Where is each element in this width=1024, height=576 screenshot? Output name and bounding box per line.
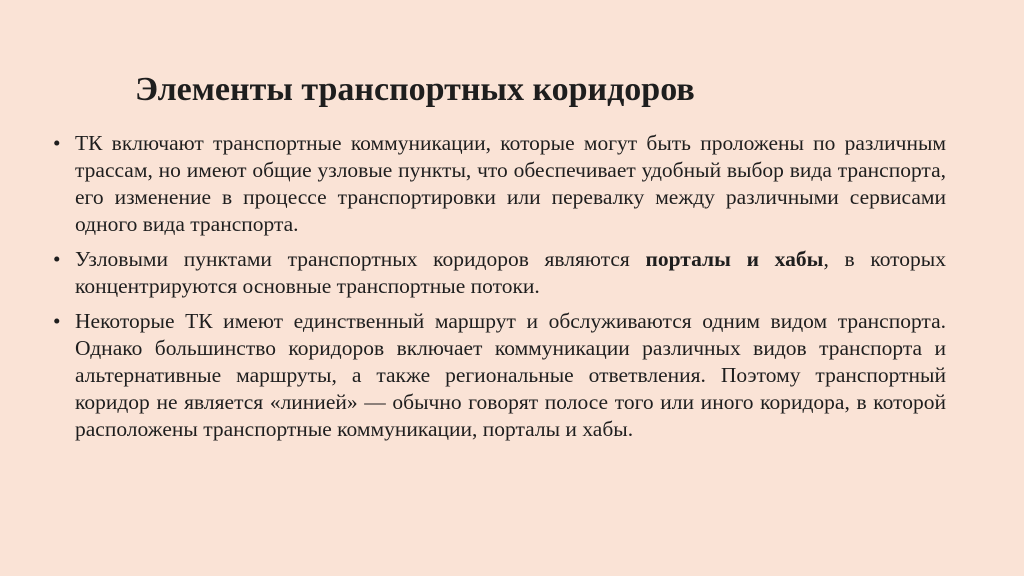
bullet-text: Узловыми пунктами транспортных коридоров являются xyxy=(75,247,646,271)
bullet-text: ТК включают транспортные коммуникации, которые могут быть проложены по различным трассам, но имеют общие узловые пункты, что обеспечивает удобный выбор вида транспорта, его изменение в процессе транспортировки или перевалку между различными сервисами одного вида транспорта. xyxy=(75,131,946,236)
bullet-text: , в которых концентрируются основные транспортные потоки. xyxy=(75,247,946,298)
slide-title: Элементы транспортных коридоров xyxy=(135,71,695,108)
bullet-item xyxy=(53,308,946,443)
bullet-text: Некоторые ТК имеют единственный маршрут и обслуживаются одним видом транспорта. Однако большинство коридоров включает коммуникации различных видов транспорта и альтернативные маршруты, а также региональные ответвления. Поэтому транспортный коридор не является «линией» — обычно говорят полосе того или иного коридора, в которой расположены транспортные коммуникации, порталы и хабы. xyxy=(75,309,946,441)
bullet-item xyxy=(53,246,946,300)
bullet-marker: • xyxy=(53,309,61,333)
bullet-marker: • xyxy=(53,131,61,155)
bullet-text-bold: порталы и хабы xyxy=(645,247,824,271)
bullet-marker: • xyxy=(53,247,61,271)
bullet-list xyxy=(53,130,946,451)
bullet-item xyxy=(53,130,946,238)
